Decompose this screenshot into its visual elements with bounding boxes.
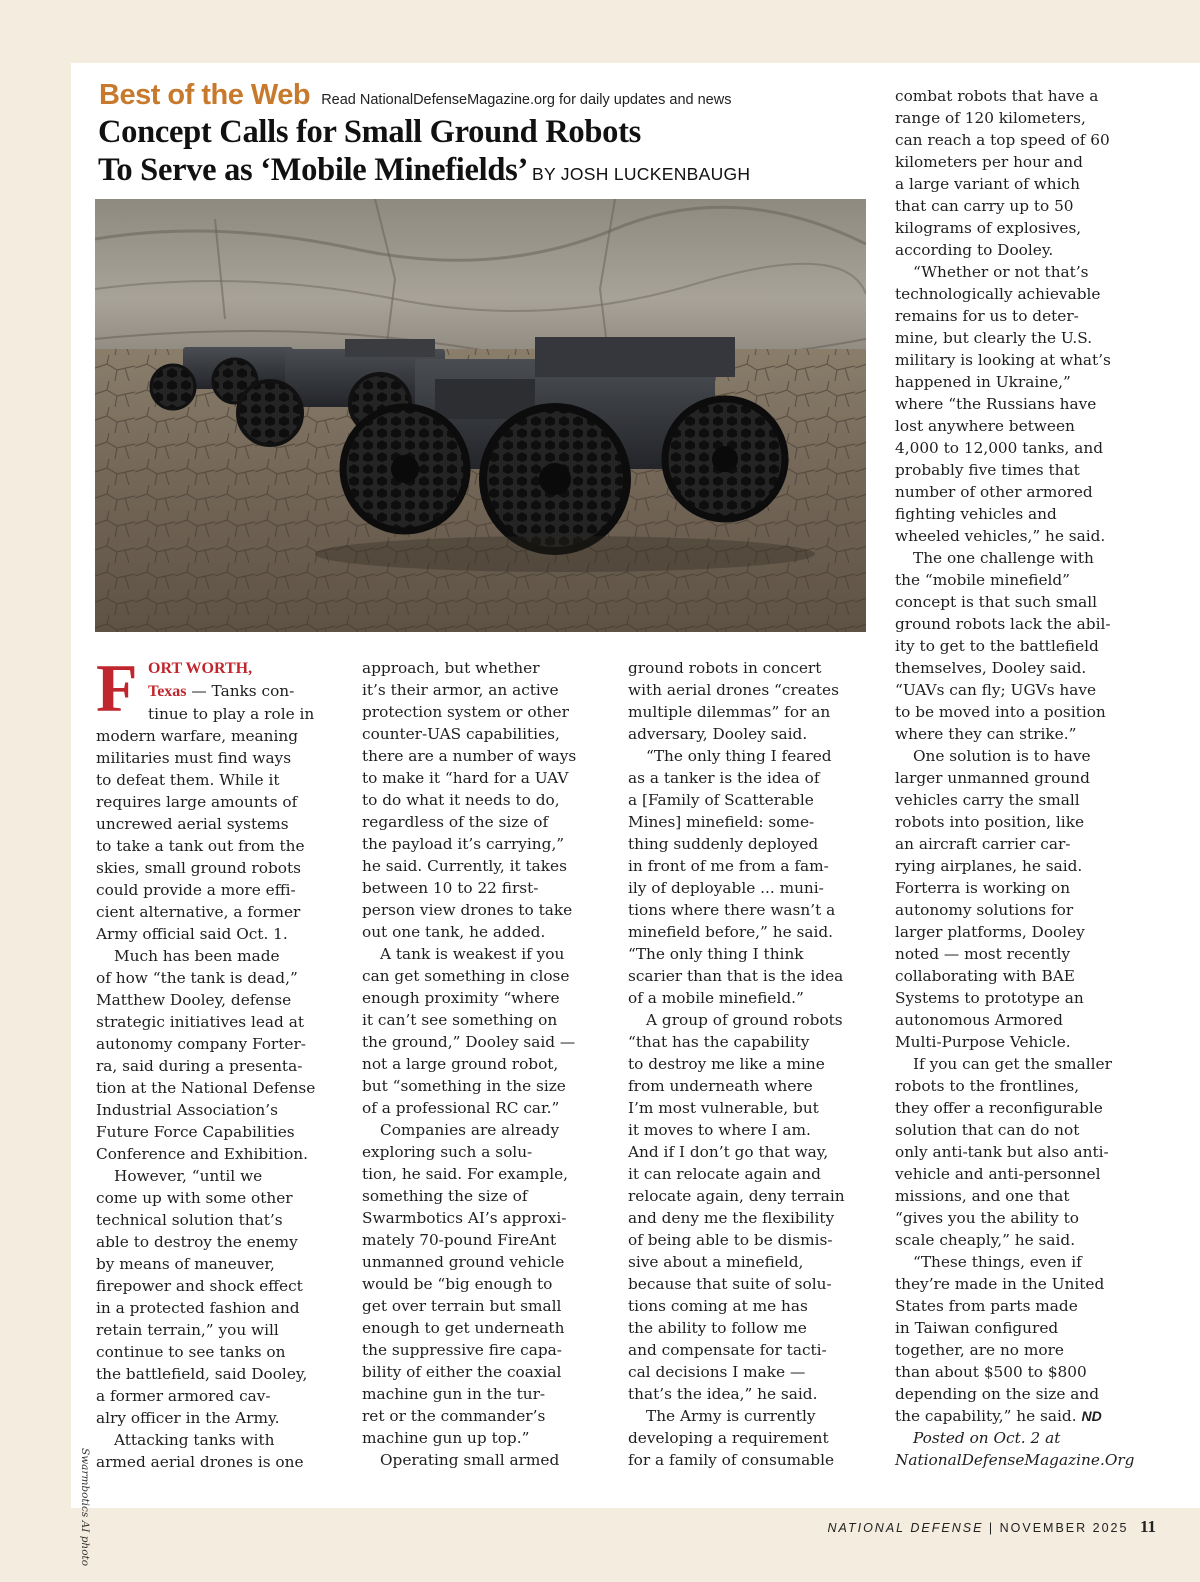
article-photo bbox=[95, 199, 866, 632]
text-line: ity to get to the battlefield bbox=[895, 637, 1099, 655]
text-line: Industrial Association’s bbox=[96, 1101, 278, 1119]
section-kicker bbox=[99, 79, 731, 112]
footer-separator: | bbox=[988, 1521, 995, 1535]
text-line: the ground,” Dooley said — bbox=[362, 1033, 576, 1051]
text-line: Attacking tanks with bbox=[114, 1431, 275, 1449]
text-line: between 10 to 22 first- bbox=[362, 879, 539, 897]
text-line: something the size of bbox=[362, 1187, 528, 1205]
text-line: and deny me the flexibility bbox=[628, 1209, 835, 1227]
text-line: vehicles carry the small bbox=[895, 791, 1080, 809]
text-line: concept is that such small bbox=[895, 593, 1098, 611]
text-line: tions where there wasn’t a bbox=[628, 901, 836, 919]
text-line: counter-UAS capabilities, bbox=[362, 725, 560, 743]
text-line: autonomy solutions for bbox=[895, 901, 1074, 919]
text-line: that’s the idea,” he said. bbox=[628, 1385, 818, 1403]
text-line: robots into position, like bbox=[895, 813, 1085, 831]
text-line: to take a tank out from the bbox=[96, 837, 305, 855]
text-line: enough to get underneath bbox=[362, 1319, 565, 1337]
text-line: combat robots that have a bbox=[895, 87, 1099, 105]
headline-line2: To Serve as ‘Mobile Minefields’ bbox=[98, 152, 529, 188]
text-line: Matthew Dooley, defense bbox=[96, 991, 292, 1009]
byline: BY JOSH LUCKENBAUGH bbox=[532, 164, 751, 184]
text-line: tinue to play a role in bbox=[148, 705, 315, 723]
text-line: ily of deployable ... muni- bbox=[628, 879, 824, 897]
text-line: adversary, Dooley said. bbox=[628, 725, 808, 743]
text-line: to defeat them. While it bbox=[96, 771, 280, 789]
page-number: 11 bbox=[1139, 1517, 1156, 1536]
text-line: Swarmbotics AI’s approxi- bbox=[362, 1209, 567, 1227]
text-line: of how “the tank is dead,” bbox=[96, 969, 298, 987]
text-line: mately 70-pound FireAnt bbox=[362, 1231, 557, 1249]
text-line: However, “until we bbox=[114, 1167, 263, 1185]
article-column-2 bbox=[362, 657, 607, 1471]
text-line: machine gun up top.” bbox=[362, 1429, 530, 1447]
text-line: sive about a minefield, bbox=[628, 1253, 804, 1271]
text-line: A tank is weakest if you bbox=[380, 945, 565, 963]
text-line: in front of me from a fam- bbox=[628, 857, 829, 875]
text-line: remains for us to deter- bbox=[895, 307, 1079, 325]
text-line: thing suddenly deployed bbox=[628, 835, 819, 853]
article-column-3 bbox=[628, 657, 873, 1471]
text-line: ground robots lack the abil- bbox=[895, 615, 1111, 633]
text-line: the “mobile minefield” bbox=[895, 571, 1071, 589]
text-line: to do what it needs to do, bbox=[362, 791, 560, 809]
text-line: Future Force Capabilities bbox=[96, 1123, 295, 1141]
text-line: and compensate for tacti- bbox=[628, 1341, 827, 1359]
text-line: — Tanks con- bbox=[186, 682, 295, 700]
text-line: protection system or other bbox=[362, 703, 569, 721]
text-line: the ability to follow me bbox=[628, 1319, 807, 1337]
text-line: of a professional RC car.” bbox=[362, 1099, 560, 1117]
text-line: person view drones to take bbox=[362, 901, 573, 919]
text-line: rying airplanes, he said. bbox=[895, 857, 1083, 875]
text-line: I’m most vulnerable, but bbox=[628, 1099, 819, 1117]
text-line: ground robots in concert bbox=[628, 659, 822, 677]
text-line: able to destroy the enemy bbox=[96, 1233, 298, 1251]
text-line: a former armored cav- bbox=[96, 1387, 271, 1405]
headline-line1: Concept Calls for Small Ground Robots bbox=[98, 114, 641, 150]
text-line: Companies are already bbox=[380, 1121, 560, 1139]
text-line: but “something in the size bbox=[362, 1077, 566, 1095]
text-line: modern warfare, meaning bbox=[96, 727, 299, 745]
text-line: he said. Currently, it takes bbox=[362, 857, 567, 875]
text-line: number of other armored bbox=[895, 483, 1093, 501]
text-line: tions coming at me has bbox=[628, 1297, 808, 1315]
text-line: uncrewed aerial systems bbox=[96, 815, 289, 833]
text-line: “that has the capability bbox=[628, 1033, 810, 1051]
text-line: themselves, Dooley said. bbox=[895, 659, 1087, 677]
article-column-1 bbox=[96, 650, 341, 1473]
text-line: where they can strike.” bbox=[895, 725, 1077, 743]
page-footer bbox=[828, 1517, 1156, 1537]
text-line: “The only thing I feared bbox=[646, 747, 832, 765]
text-line: as a tanker is the idea of bbox=[628, 769, 820, 787]
text-line: because that suite of solu- bbox=[628, 1275, 832, 1293]
text-line: developing a requirement bbox=[628, 1429, 829, 1447]
text-line: they’re made in the United bbox=[895, 1275, 1105, 1293]
text-line: get over terrain but small bbox=[362, 1297, 562, 1315]
text-line: would be “big enough to bbox=[362, 1275, 553, 1293]
text-line: vehicle and anti-personnel bbox=[895, 1165, 1101, 1183]
text-line: noted — most recently bbox=[895, 945, 1071, 963]
text-line: militaries must find ways bbox=[96, 749, 292, 767]
text-line: collaborating with BAE bbox=[895, 967, 1075, 985]
text-line: “UAVs can fly; UGVs have bbox=[895, 681, 1097, 699]
text-line: an aircraft carrier car- bbox=[895, 835, 1071, 853]
text-line: missions, and one that bbox=[895, 1187, 1070, 1205]
text-line: can get something in close bbox=[362, 967, 570, 985]
text-line: 4,000 to 12,000 tanks, and bbox=[895, 439, 1103, 457]
text-line: technical solution that’s bbox=[96, 1211, 283, 1229]
text-line: range of 120 kilometers, bbox=[895, 109, 1086, 127]
text-line: together, are no more bbox=[895, 1341, 1064, 1359]
ground-robots-photo bbox=[95, 199, 866, 632]
text-line: robots to the frontlines, bbox=[895, 1077, 1080, 1095]
text-line: from underneath where bbox=[628, 1077, 813, 1095]
text-line: autonomous Armored bbox=[895, 1011, 1063, 1029]
text-line: relocate again, deny terrain bbox=[628, 1187, 845, 1205]
text-line: scale cheaply,” he said. bbox=[895, 1231, 1076, 1249]
text-line: Mines] minefield: some- bbox=[628, 813, 815, 831]
text-line: to be moved into a position bbox=[895, 703, 1106, 721]
article-column-4 bbox=[895, 85, 1140, 1471]
text-line: machine gun in the tur- bbox=[362, 1385, 546, 1403]
text-line: The Army is currently bbox=[646, 1407, 816, 1425]
text-line: tion, he said. For example, bbox=[362, 1165, 569, 1183]
issue-date: NOVEMBER 2025 bbox=[999, 1521, 1129, 1535]
text-line: can reach a top speed of 60 bbox=[895, 131, 1110, 149]
text-line: not a large ground robot, bbox=[362, 1055, 559, 1073]
posted-note-line2: NationalDefenseMagazine.Org bbox=[895, 1451, 1135, 1469]
text-line: come up with some other bbox=[96, 1189, 293, 1207]
photo-credit: Swarmbotics AI photo bbox=[79, 1448, 91, 1567]
text-line: where “the Russians have bbox=[895, 395, 1097, 413]
text-line: it moves to where I am. bbox=[628, 1121, 811, 1139]
text-line: ret or the commander’s bbox=[362, 1407, 546, 1425]
text-line: alry officer in the Army. bbox=[96, 1409, 280, 1427]
text-line: according to Dooley. bbox=[895, 241, 1054, 259]
text-line: skies, small ground robots bbox=[96, 859, 301, 877]
text-line: of a mobile minefield.” bbox=[628, 989, 804, 1007]
text-line: mine, but clearly the U.S. bbox=[895, 329, 1093, 347]
text-line: bility of either the coaxial bbox=[362, 1363, 562, 1381]
dateline-city: ORT WORTH, bbox=[148, 660, 253, 677]
text-line: technologically achievable bbox=[895, 285, 1101, 303]
text-line: regardless of the size of bbox=[362, 813, 549, 831]
article-headline bbox=[98, 113, 750, 193]
text-line: it can relocate again and bbox=[628, 1165, 821, 1183]
text-line: wheeled vehicles,” he said. bbox=[895, 527, 1106, 545]
text-line: a large variant of which bbox=[895, 175, 1080, 193]
text-line: military is looking at what’s bbox=[895, 351, 1111, 369]
text-line: Conference and Exhibition. bbox=[96, 1145, 308, 1163]
text-line: autonomy company Forter- bbox=[96, 1035, 306, 1053]
text-line: the payload it’s carrying,” bbox=[362, 835, 565, 853]
text-line: scarier than that is the idea bbox=[628, 967, 844, 985]
text-line: continue to see tanks on bbox=[96, 1343, 286, 1361]
text-line: unmanned ground vehicle bbox=[362, 1253, 565, 1271]
text-line: The one challenge with bbox=[913, 549, 1094, 567]
text-line: exploring such a solu- bbox=[362, 1143, 533, 1161]
text-line: If you can get the smaller bbox=[913, 1055, 1112, 1073]
text-line: that can carry up to 50 bbox=[895, 197, 1074, 215]
text-line: the capability,” he said. bbox=[895, 1407, 1077, 1425]
text-line: the battlefield, said Dooley, bbox=[96, 1365, 308, 1383]
text-line: they offer a reconfigurable bbox=[895, 1099, 1103, 1117]
text-line: enough proximity “where bbox=[362, 989, 560, 1007]
text-line: tion at the National Defense bbox=[96, 1079, 316, 1097]
text-line: ra, said during a presenta- bbox=[96, 1057, 303, 1075]
dateline-state: Texas bbox=[148, 683, 187, 700]
text-line: for a family of consumable bbox=[628, 1451, 835, 1469]
text-line: cal decisions I make — bbox=[628, 1363, 806, 1381]
text-line: out one tank, he added. bbox=[362, 923, 546, 941]
text-line: happened in Ukraine,” bbox=[895, 373, 1071, 391]
text-line: a [Family of Scatterable bbox=[628, 791, 814, 809]
text-line: And if I don’t go that way, bbox=[628, 1143, 829, 1161]
text-line: of being able to be dismis- bbox=[628, 1231, 833, 1249]
text-line: could provide a more effi- bbox=[96, 881, 296, 899]
section-tagline: Read NationalDefenseMagazine.org for daily updates and news bbox=[321, 92, 732, 108]
text-line: to destroy me like a mine bbox=[628, 1055, 825, 1073]
text-line: firepower and shock effect bbox=[96, 1277, 303, 1295]
text-line: than about $500 to $800 bbox=[895, 1363, 1087, 1381]
text-line: to make it “hard for a UAV bbox=[362, 769, 569, 787]
text-line: the suppressive fire capa- bbox=[362, 1341, 562, 1359]
text-line: only anti-tank but also anti- bbox=[895, 1143, 1109, 1161]
text-line: One solution is to have bbox=[913, 747, 1091, 765]
text-line: multiple dilemmas” for an bbox=[628, 703, 831, 721]
text-line: “gives you the ability to bbox=[895, 1209, 1079, 1227]
text-line: with aerial drones “creates bbox=[628, 681, 839, 699]
text-line: kilometers per hour and bbox=[895, 153, 1083, 171]
text-line: minefield before,” he said. bbox=[628, 923, 834, 941]
text-line: Much has been made bbox=[114, 947, 280, 965]
text-line: Operating small armed bbox=[380, 1451, 560, 1469]
text-line: Systems to prototype an bbox=[895, 989, 1084, 1007]
text-line: it’s their armor, an active bbox=[362, 681, 559, 699]
text-line: retain terrain,” you will bbox=[96, 1321, 279, 1339]
text-line: “Whether or not that’s bbox=[913, 263, 1089, 281]
magazine-name: NATIONAL DEFENSE bbox=[827, 1521, 984, 1535]
text-line: Multi-Purpose Vehicle. bbox=[895, 1033, 1071, 1051]
text-line: cient alternative, a former bbox=[96, 903, 301, 921]
drop-cap: F bbox=[96, 650, 138, 726]
text-line: it can’t see something on bbox=[362, 1011, 558, 1029]
posted-note-line1: Posted on Oct. 2 at bbox=[913, 1429, 1061, 1447]
text-line: Army official said Oct. 1. bbox=[96, 925, 288, 943]
text-line: “These things, even if bbox=[913, 1253, 1082, 1271]
text-line: lost anywhere between bbox=[895, 417, 1075, 435]
text-line: A group of ground robots bbox=[646, 1011, 843, 1029]
text-line: “The only thing I think bbox=[628, 945, 804, 963]
text-line: kilograms of explosives, bbox=[895, 219, 1082, 237]
text-line: in Taiwan configured bbox=[895, 1319, 1059, 1337]
text-line: depending on the size and bbox=[895, 1385, 1100, 1403]
text-line: solution that can do not bbox=[895, 1121, 1080, 1139]
text-line: requires large amounts of bbox=[96, 793, 298, 811]
text-line: by means of maneuver, bbox=[96, 1255, 275, 1273]
text-line: in a protected fashion and bbox=[96, 1299, 300, 1317]
text-line: larger platforms, Dooley bbox=[895, 923, 1085, 941]
text-line: armed aerial drones is one bbox=[96, 1453, 304, 1471]
text-line: there are a number of ways bbox=[362, 747, 577, 765]
text-line: Forterra is working on bbox=[895, 879, 1071, 897]
text-line: strategic initiatives lead at bbox=[96, 1013, 304, 1031]
text-line: fighting vehicles and bbox=[895, 505, 1057, 523]
text-line: larger unmanned ground bbox=[895, 769, 1090, 787]
end-sign-off: ND bbox=[1081, 1408, 1102, 1424]
text-line: States from parts made bbox=[895, 1297, 1078, 1315]
section-title: Best of the Web bbox=[99, 79, 311, 111]
text-line: approach, but whether bbox=[362, 659, 540, 677]
text-line: probably five times that bbox=[895, 461, 1080, 479]
